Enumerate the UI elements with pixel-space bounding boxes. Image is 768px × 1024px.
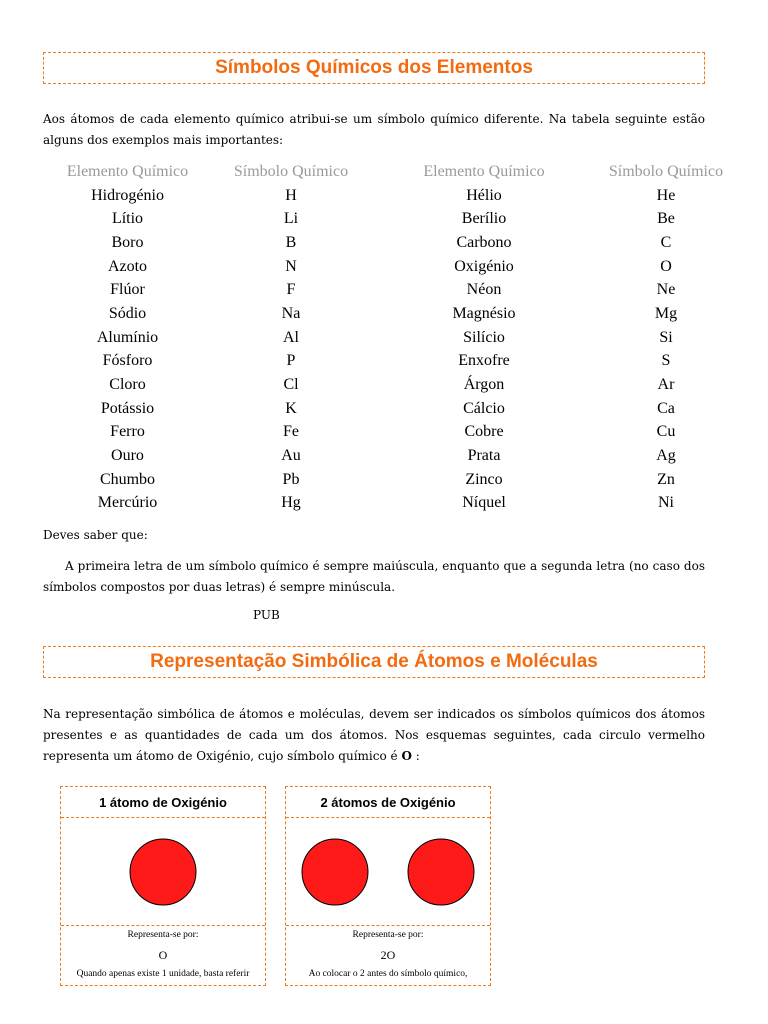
element-symbol: He (656, 186, 676, 204)
pub-label: PUB (253, 608, 280, 622)
element-name: Chumbo (99, 470, 156, 488)
element-name: Oxigénio (454, 257, 514, 275)
element-name: Azoto (107, 257, 148, 275)
atom-diagram (61, 818, 265, 924)
element-symbol: Al (283, 328, 299, 346)
table-row (30, 231, 730, 255)
element-symbol: Na (281, 304, 301, 322)
element-name: Prata (467, 447, 501, 465)
element-symbol: Ca (657, 399, 675, 417)
table-row (30, 255, 730, 279)
card-image (286, 818, 490, 926)
element-name: Níquel (462, 494, 506, 512)
section-title: Símbolos Químicos dos Elementos (215, 57, 533, 78)
element-name: Fósforo (102, 352, 153, 370)
element-name: Ouro (111, 447, 144, 465)
column-header: Símbolo Químico (233, 162, 349, 180)
element-symbol: Si (659, 328, 673, 346)
table-row (30, 326, 730, 350)
element-name: Hidrogénio (91, 186, 164, 204)
element-symbol: Cu (656, 423, 676, 441)
card-caption: Representa-se por: (127, 930, 199, 940)
card-image (61, 818, 265, 926)
intro-paragraph: Aos átomos de cada elemento químico atribui-se um símbolo químico diferente. Na tabela seguinte estão alguns dos exemplos mais importantes: (43, 112, 705, 147)
element-name: Lítio (111, 210, 144, 228)
molecule-diagram (286, 818, 490, 924)
table-row (30, 397, 730, 421)
section2-text: Na representação simbólica de átomos e moléculas, devem ser indicados os símbolos químicos dos átomos presentes e as quantidades de cada um dos átomos. Nos esquemas seguintes, cada circulo vermelho representa um átomo de Oxigénio, cujo símbolo químico é (43, 707, 705, 763)
element-name: Boro (111, 233, 144, 251)
element-name: Silício (463, 328, 505, 346)
element-symbol: Ar (657, 376, 675, 394)
table-body (30, 184, 730, 516)
column-header: Símbolo Químico (608, 162, 724, 180)
element-symbol: H (285, 186, 297, 204)
oxygen-symbol: O (401, 749, 412, 763)
oxygen-atom-circle (302, 839, 368, 905)
notes-rule: A primeira letra de um símbolo químico é sempre maiúscula, enquanto que a segunda letra (no caso dos símbolos compostos por duas letras) é sempre minúscula. (43, 559, 705, 594)
section2-text-end: : (411, 749, 420, 763)
element-name: Ferro (110, 423, 145, 441)
oxygen-atom-circle (130, 839, 196, 905)
card-formula: 2O (380, 948, 396, 962)
element-name: Cobre (464, 423, 504, 441)
section-title: Representação Simbólica de Átomos e Moléculas (150, 651, 598, 672)
element-symbol: Pb (282, 470, 300, 488)
element-name: Carbono (456, 233, 512, 251)
element-name: Cloro (109, 376, 146, 394)
element-symbol: Mg (654, 304, 678, 322)
element-name: Flúor (110, 281, 145, 299)
element-symbol: Hg (281, 494, 301, 512)
element-name: Hélio (466, 186, 502, 204)
card-formula: O (158, 948, 168, 962)
column-header: Elemento Químico (423, 162, 545, 180)
section-title-box (43, 52, 705, 84)
element-symbol: Ni (658, 494, 674, 512)
element-symbol: Au (281, 447, 301, 465)
element-name: Árgon (463, 376, 505, 394)
element-symbol: Fe (283, 423, 299, 441)
table-row (30, 468, 730, 492)
table-row (30, 444, 730, 468)
element-symbol: O (660, 257, 672, 275)
card-title: 2 átomos de Oxigénio (286, 787, 490, 818)
card-title: 1 átomo de Oxigénio (61, 787, 265, 818)
element-name: Mercúrio (97, 494, 158, 512)
element-symbol: S (661, 352, 671, 370)
element-symbol: K (285, 399, 297, 417)
element-name: Potássio (100, 399, 155, 417)
column-header: Elemento Químico (66, 162, 189, 180)
element-symbol: Li (283, 210, 299, 228)
section2-paragraph (43, 704, 705, 767)
element-name: Zinco (465, 470, 503, 488)
atom-card-1 (60, 786, 266, 986)
element-symbol: C (660, 233, 672, 251)
card-text (286, 930, 490, 979)
element-symbol: Ne (656, 281, 676, 299)
element-name: Enxofre (458, 352, 510, 370)
element-symbol: Zn (657, 470, 675, 488)
atom-card-2 (285, 786, 491, 986)
table-row (30, 350, 730, 374)
element-name: Berílio (461, 210, 507, 228)
elements-table (30, 160, 730, 515)
element-name: Cálcio (463, 399, 505, 417)
table-row (30, 207, 730, 231)
element-symbol: N (285, 257, 297, 275)
table-row (30, 492, 730, 516)
section-title-box (43, 646, 705, 678)
element-name: Alumínio (96, 328, 159, 346)
table-row (30, 373, 730, 397)
oxygen-atom-circle (408, 839, 474, 905)
element-symbol: Be (657, 210, 675, 228)
card-text (61, 930, 265, 979)
card-note: Ao colocar o 2 antes do símbolo químico, (308, 969, 468, 979)
element-symbol: F (286, 281, 296, 299)
table-row (30, 184, 730, 208)
notes-lead: Deves saber que: (43, 528, 148, 542)
element-symbol: B (285, 233, 297, 251)
element-name: Magnésio (452, 304, 516, 322)
element-name: Néon (466, 281, 502, 299)
table-row (30, 278, 730, 302)
element-symbol: Ag (656, 447, 676, 465)
table-row (30, 302, 730, 326)
card-caption: Representa-se por: (352, 930, 424, 940)
table-header-row (30, 160, 730, 184)
element-symbol: Cl (283, 376, 299, 394)
card-note: Quando apenas existe 1 unidade, basta referir (76, 969, 250, 979)
element-name: Sódio (108, 304, 147, 322)
element-symbol: P (286, 352, 296, 370)
table-row (30, 421, 730, 445)
